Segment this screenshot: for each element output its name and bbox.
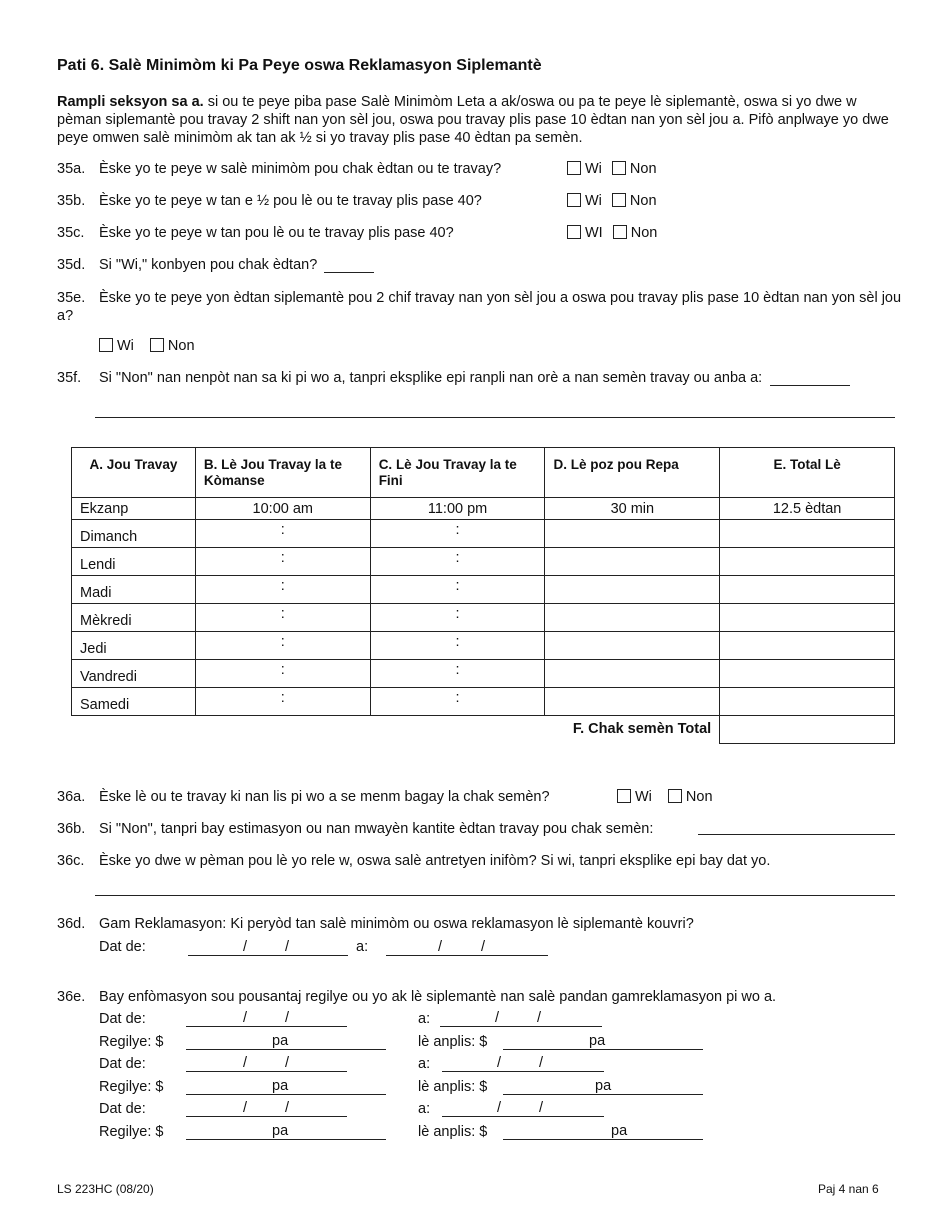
explanation-36c-line[interactable] xyxy=(95,895,895,896)
label-overtime-rate: lè anplis: $ xyxy=(418,1079,488,1095)
average-hours-input-line[interactable] xyxy=(698,834,895,835)
date-from-field[interactable] xyxy=(188,940,348,956)
day-label: Lendi xyxy=(72,548,196,576)
total-cell[interactable] xyxy=(720,604,895,632)
start-time-cell[interactable]: : xyxy=(195,576,370,604)
slash: / xyxy=(243,1100,248,1116)
break-cell[interactable] xyxy=(545,576,720,604)
header-total-hours: E. Total Lè xyxy=(720,448,895,498)
intro-text: si ou te peye piba pase Salè Minimòm Leta a ak/oswa ou pa te peye lè siplemantè, oswa si yo dwe w pèman siplemantè pou travay 2 shift nan yon sèl jou, oswa pou travay plis pase 10 èdtan nan yon sèl jou a. Pifò anplwaye yo dwe peye omwen salè minimòm ak tan ak ½ si yo travay plis pase 40 èdtan pa semèn. xyxy=(57,94,889,146)
rate-period-2-to[interactable] xyxy=(442,1056,604,1072)
per-label: pa xyxy=(595,1078,612,1094)
end-time-cell[interactable]: : xyxy=(370,604,545,632)
question-text: Si "Non", tanpri bay estimasyon ou nan mwayèn kantite èdtan travay pou chak semèn: xyxy=(99,821,654,837)
slash: / xyxy=(243,1010,248,1026)
slash: / xyxy=(438,939,443,955)
break-cell[interactable] xyxy=(545,520,720,548)
answer-36a xyxy=(617,789,723,805)
option-label: Wi xyxy=(585,193,602,209)
label-overtime-rate: lè anplis: $ xyxy=(418,1124,488,1140)
checkbox-36a-wi[interactable] xyxy=(617,789,631,803)
day-label: Jedi xyxy=(72,632,196,660)
day-label: Madi xyxy=(72,576,196,604)
slash: / xyxy=(285,1055,290,1071)
intro-bold: Rampli seksyon sa a. xyxy=(57,94,204,110)
question-35a xyxy=(57,161,501,177)
option-label: Non xyxy=(629,161,657,177)
rate-period-3-from[interactable] xyxy=(186,1101,347,1117)
table-row xyxy=(72,576,895,604)
section-title: Pati 6. Salè Minimòm ki Pa Peye oswa Reklamasyon Siplemantè xyxy=(57,57,542,74)
slash: / xyxy=(285,1100,290,1116)
overtime-rate-2-field[interactable] xyxy=(503,1079,703,1095)
option-label: Wi xyxy=(635,789,652,805)
per-label: pa xyxy=(611,1123,628,1139)
example-total: 12.5 èdtan xyxy=(720,498,895,520)
slash: / xyxy=(481,939,486,955)
regular-rate-3-field[interactable] xyxy=(186,1124,386,1140)
checkbox-35a-wi[interactable] xyxy=(567,161,581,175)
table-row xyxy=(72,688,895,716)
question-number: 36c. xyxy=(57,853,85,869)
example-row xyxy=(72,498,895,520)
header-end-time: C. Lè Jou Travay la te Fini xyxy=(370,448,545,498)
end-time-cell[interactable]: : xyxy=(370,660,545,688)
table-header-row xyxy=(72,448,895,498)
option-label: Non xyxy=(629,193,657,209)
weekly-total-cell[interactable] xyxy=(720,716,895,744)
question-text: Si "Wi," konbyen pou chak èdtan? xyxy=(99,257,318,273)
question-36d xyxy=(57,916,694,932)
label-date-to: a: xyxy=(418,1101,431,1117)
label-date-from: Dat de: xyxy=(99,1056,146,1072)
start-time-cell[interactable]: : xyxy=(195,520,370,548)
label-overtime-rate: lè anplis: $ xyxy=(418,1034,488,1050)
example-end: 11:00 pm xyxy=(370,498,545,520)
question-text: Èske yo te peye w tan pou lè ou te travay plis pase 40? xyxy=(99,225,454,241)
slash: / xyxy=(539,1100,544,1116)
question-text: Èske lè ou te travay ki nan lis pi wo a se menm bagay la chak semèn? xyxy=(99,789,550,805)
checkbox-35e-wi[interactable] xyxy=(99,338,113,352)
label-regular-rate: Regilye: $ xyxy=(99,1079,164,1095)
question-number: 36a. xyxy=(57,789,86,805)
total-cell[interactable] xyxy=(720,548,895,576)
start-time-cell[interactable]: : xyxy=(195,688,370,716)
option-label: WI xyxy=(585,225,603,241)
question-number: 36d. xyxy=(57,916,86,932)
weekly-total-label: F. Chak semèn Total xyxy=(572,720,712,737)
slash: / xyxy=(497,1100,502,1116)
slash: / xyxy=(285,1010,290,1026)
table-row xyxy=(72,548,895,576)
intro-paragraph xyxy=(57,93,902,147)
option-label: Wi xyxy=(117,338,134,354)
question-number: 35e. xyxy=(57,290,86,306)
start-time-cell[interactable]: : xyxy=(195,632,370,660)
slash: / xyxy=(539,1055,544,1071)
start-time-cell[interactable]: : xyxy=(195,660,370,688)
total-cell[interactable] xyxy=(720,520,895,548)
per-label: pa xyxy=(272,1123,289,1139)
work-schedule-table xyxy=(71,447,895,744)
label-date-from: Dat de: xyxy=(99,939,146,955)
question-36b xyxy=(57,821,653,837)
label-regular-rate: Regilye: $ xyxy=(99,1034,164,1050)
total-cell[interactable] xyxy=(720,632,895,660)
start-time-cell[interactable]: : xyxy=(195,548,370,576)
question-36c xyxy=(57,853,770,869)
checkbox-36a-non[interactable] xyxy=(668,789,682,803)
answer-35c xyxy=(567,225,667,241)
break-cell[interactable] xyxy=(545,688,720,716)
slash: / xyxy=(243,939,248,955)
label-date-to: a: xyxy=(418,1011,431,1027)
answer-35e xyxy=(99,338,205,354)
checkbox-35c-wi[interactable] xyxy=(567,225,581,239)
break-cell[interactable] xyxy=(545,632,720,660)
table-row xyxy=(72,604,895,632)
checkbox-35b-wi[interactable] xyxy=(567,193,581,207)
explanation-line-2[interactable] xyxy=(95,417,895,418)
slash: / xyxy=(497,1055,502,1071)
option-label: Wi xyxy=(585,161,602,177)
header-meal-break: D. Lè poz pou Repa xyxy=(545,448,720,498)
day-label: Dimanch xyxy=(72,520,196,548)
header-start-time: B. Lè Jou Travay la te Kòmanse xyxy=(195,448,370,498)
checkbox-35a-non[interactable] xyxy=(612,161,626,175)
example-break: 30 min xyxy=(545,498,720,520)
end-time-cell[interactable]: : xyxy=(370,548,545,576)
per-label: pa xyxy=(272,1033,289,1049)
question-number: 36b. xyxy=(57,821,86,837)
total-cell[interactable] xyxy=(720,688,895,716)
question-36e xyxy=(57,989,776,1005)
day-label: Samedi xyxy=(72,688,196,716)
rate-period-2-from[interactable] xyxy=(186,1056,347,1072)
slash: / xyxy=(495,1010,500,1026)
question-text: Bay enfòmasyon sou pousantaj regilye ou yo ak lè siplemantè nan salè pandan gamreklamasyon pi wo a. xyxy=(99,989,777,1005)
rate-period-3-to[interactable] xyxy=(442,1101,604,1117)
question-number: 35c. xyxy=(57,225,85,241)
question-text: Èske yo te peye w salè minimòm pou chak èdtan ou te travay? xyxy=(99,161,502,177)
table-row xyxy=(72,660,895,688)
question-35b xyxy=(57,193,482,209)
date-to-field[interactable] xyxy=(386,940,548,956)
answer-35a xyxy=(567,161,667,177)
slash: / xyxy=(285,939,290,955)
per-label: pa xyxy=(589,1033,606,1049)
table-row xyxy=(72,520,895,548)
header-work-day: A. Jou Travay xyxy=(72,448,196,498)
question-number: 35a. xyxy=(57,161,86,177)
rate-input-line[interactable] xyxy=(324,259,374,273)
question-text: Èske yo dwe w pèman pou lè yo rele w, oswa salè antretyen inifòm? Si wi, tanpri eksplike epi bay dat yo. xyxy=(99,853,771,869)
regular-rate-2-field[interactable] xyxy=(186,1079,386,1095)
rate-period-1-from[interactable] xyxy=(186,1011,347,1027)
question-number: 35f. xyxy=(57,370,82,386)
question-text: Èske yo te peye yon èdtan siplemantè pou 2 chif travay nan yon sèl jou a oswa pou travay plis pase 10 èdtan nan yon sèl jou a? xyxy=(57,290,902,324)
question-35f xyxy=(57,370,850,386)
form-code: LS 223HC (08/20) xyxy=(57,1182,154,1196)
question-35c xyxy=(57,225,454,241)
slash: / xyxy=(537,1010,542,1026)
question-text: Èske yo te peye w tan e ½ pou lè ou te travay plis pase 40? xyxy=(99,193,482,209)
label-date-from: Dat de: xyxy=(99,1101,146,1117)
start-time-cell[interactable]: : xyxy=(195,604,370,632)
question-number: 36e. xyxy=(57,989,86,1005)
regular-rate-1-field[interactable] xyxy=(186,1034,386,1050)
break-cell[interactable] xyxy=(545,604,720,632)
end-time-cell[interactable]: : xyxy=(370,688,545,716)
question-number: 35d. xyxy=(57,257,86,273)
page-number: Paj 4 nan 6 xyxy=(818,1182,879,1196)
end-time-cell[interactable]: : xyxy=(370,576,545,604)
question-35d xyxy=(57,257,374,273)
question-35e xyxy=(57,289,902,325)
checkbox-35c-non[interactable] xyxy=(613,225,627,239)
option-label: Non xyxy=(685,789,713,805)
label-regular-rate: Regilye: $ xyxy=(99,1124,164,1140)
overtime-rate-1-field[interactable] xyxy=(503,1034,703,1050)
checkbox-35e-non[interactable] xyxy=(150,338,164,352)
end-time-cell[interactable]: : xyxy=(370,520,545,548)
break-cell[interactable] xyxy=(545,548,720,576)
option-label: Non xyxy=(630,225,658,241)
rate-period-1-to[interactable] xyxy=(440,1011,602,1027)
day-label: Vandredi xyxy=(72,660,196,688)
slash: / xyxy=(243,1055,248,1071)
end-time-cell[interactable]: : xyxy=(370,632,545,660)
question-text: Si "Non" nan nenpòt nan sa ki pi wo a, tanpri eksplike epi ranpli nan orè a nan semèn travay ou anba a: xyxy=(99,370,763,386)
question-number: 35b. xyxy=(57,193,86,209)
overtime-rate-3-field[interactable] xyxy=(503,1124,703,1140)
explanation-input-line[interactable] xyxy=(770,372,850,386)
example-start: 10:00 am xyxy=(195,498,370,520)
label-date-to: a: xyxy=(418,1056,431,1072)
day-label: Mèkredi xyxy=(72,604,196,632)
label-date-to: a: xyxy=(356,939,369,955)
answer-35b xyxy=(567,193,667,209)
label-date-from: Dat de: xyxy=(99,1011,146,1027)
table-row xyxy=(72,632,895,660)
total-cell[interactable] xyxy=(720,660,895,688)
total-cell[interactable] xyxy=(720,576,895,604)
option-label: Non xyxy=(167,338,195,354)
checkbox-35b-non[interactable] xyxy=(612,193,626,207)
total-row xyxy=(72,716,895,744)
question-text: Gam Reklamasyon: Ki peryòd tan salè minimòm ou oswa reklamasyon lè siplemantè kouvri? xyxy=(99,916,694,932)
break-cell[interactable] xyxy=(545,660,720,688)
example-day: Ekzanp xyxy=(72,498,196,520)
per-label: pa xyxy=(272,1078,289,1094)
question-36a xyxy=(57,789,550,805)
